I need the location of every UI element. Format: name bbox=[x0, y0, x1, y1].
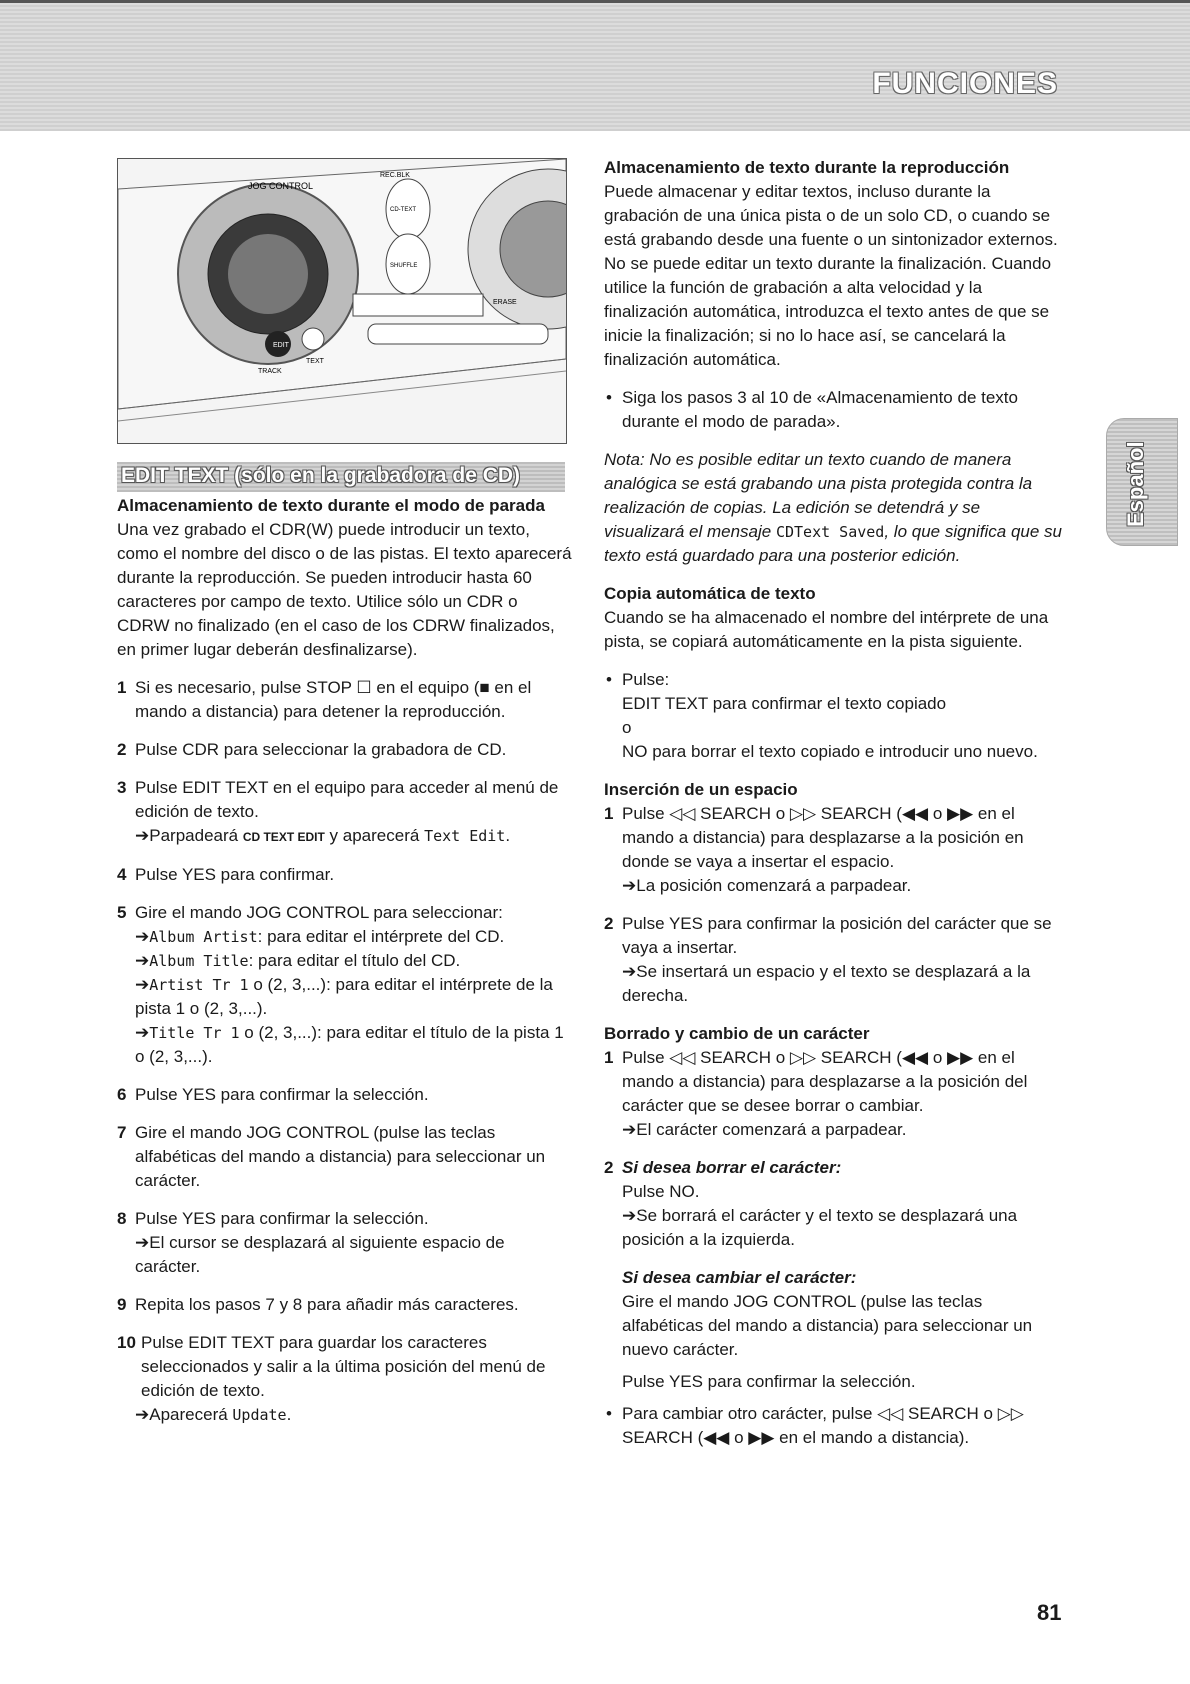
change-paragraph: Gire el mando JOG CONTROL (pulse las teclas alfabéticas del mando a distancia) para seleccionar un nuevo carácter. bbox=[622, 1292, 1033, 1359]
step-2: 2 Pulse CDR para seleccionar la grabadora de CD. bbox=[117, 740, 507, 759]
right-column bbox=[604, 156, 1064, 1450]
step-5-option-b: ➔Album Title: para editar el título del CD. bbox=[135, 951, 461, 970]
step-3-result: ➔Parpadeará CD TEXT EDIT y aparecerá Text Edit. bbox=[135, 826, 511, 845]
copy-option-or: o bbox=[622, 718, 632, 737]
step-5: 5 Gire el mando JOG CONTROL para seleccionar: bbox=[117, 903, 503, 922]
erase-label: ERASE bbox=[493, 299, 517, 306]
edit-label: EDIT bbox=[273, 342, 289, 349]
cd-text-label: CD-TEXT bbox=[390, 207, 416, 213]
text-button bbox=[302, 328, 324, 350]
heading-auto-copy: Copia automática de texto bbox=[604, 584, 816, 603]
insert-step-2: 2 Pulse YES para confirmar la posición del carácter que se vaya a insertar. bbox=[604, 914, 1052, 957]
heading-delete-change: Borrado y cambio de un carácter bbox=[604, 1024, 870, 1043]
copy-bullet: • Pulse: bbox=[604, 668, 1064, 692]
track-label: TRACK bbox=[258, 368, 282, 375]
step-6: 6 Pulse YES para confirmar la selección. bbox=[117, 1085, 429, 1104]
device-illustration bbox=[117, 158, 567, 444]
insert-step-1: 1 Pulse ◁◁ SEARCH o ▷▷ SEARCH (◀◀ o ▶▶ en el mando a distancia) para desplazarse a la posición en donde se vaya a insertar el espacio. bbox=[604, 804, 1024, 871]
shuffle-label: SHUFFLE bbox=[390, 263, 418, 269]
insert-step-2-result: ➔Se insertará un espacio y el texto se desplazará a la derecha. bbox=[622, 962, 1031, 1005]
play-paragraph: Puede almacenar y editar textos, incluso durante la grabación de una única pista o de un solo CD, o cuando se está grabando desde una fuente o un sintonizador externos. No se puede editar un texto durante la finalización. Cuando utilice la función de grabación a alta velocidad y la finalización automática, introduzca el texto antes de que se inicie la finalización; si no lo hace así, se cancelará la finalización automática. bbox=[604, 182, 1058, 369]
step-5-option-a: ➔Album Artist: para editar el intérprete del CD. bbox=[135, 927, 505, 946]
play-bullet: • Siga los pasos 3 al 10 de «Almacenamiento de texto durante el modo de parada». bbox=[604, 386, 1064, 434]
step-5-option-d: ➔Title Tr 1 o (2, 3,...): para editar el título de la pista 1 o (2, 3,...). bbox=[135, 1023, 564, 1066]
change-bullet: • Para cambiar otro carácter, pulse ◁◁ SEARCH o ▷▷ SEARCH (◀◀ o ▶▶ en el mando a distancia). bbox=[604, 1402, 1064, 1450]
step-9: 9 Repita los pasos 7 y 8 para añadir más caracteres. bbox=[117, 1295, 519, 1314]
step-3: 3 Pulse EDIT TEXT en el equipo para acceder al menú de edición de texto. bbox=[117, 778, 559, 821]
delete-step-2-text: Pulse NO. bbox=[622, 1182, 700, 1201]
heading-stop-mode: Almacenamiento de texto durante el modo de parada bbox=[117, 496, 545, 515]
step-5-option-c: ➔Artist Tr 1 o (2, 3,...): para editar el intérprete de la pista 1 o (2, 3,...). bbox=[135, 975, 553, 1018]
step-10: 10 Pulse EDIT TEXT para guardar los caracteres seleccionados y salir a la última posición del menú de edición de texto. bbox=[117, 1333, 546, 1400]
section-title: EDIT TEXT (sólo en la grabadora de CD) bbox=[121, 464, 521, 487]
section-banner bbox=[117, 462, 565, 492]
change-confirm: Pulse YES para confirmar la selección. bbox=[622, 1372, 916, 1391]
jog-control-label: JOG CONTROL bbox=[248, 181, 314, 191]
page-title: FUNCIONES bbox=[872, 67, 1058, 100]
step-4: 4 Pulse YES para confirmar. bbox=[117, 865, 335, 884]
page-number: 81 bbox=[1037, 1600, 1062, 1625]
copy-option-1: EDIT TEXT para confirmar el texto copiado bbox=[622, 694, 947, 713]
insert-step-1-result: ➔La posición comenzará a parpadear. bbox=[622, 876, 912, 895]
delete-step-1: 1 Pulse ◁◁ SEARCH o ▷▷ SEARCH (◀◀ o ▶▶ en el mando a distancia) para desplazarse a la posición del carácter que se desee borrar o cambiar. bbox=[604, 1048, 1028, 1115]
step-7: 7 Gire el mando JOG CONTROL (pulse las teclas alfabéticas del mando a distancia) para seleccionar un carácter. bbox=[117, 1123, 546, 1190]
heading-change-char: Si desea cambiar el carácter: bbox=[622, 1268, 857, 1287]
copy-option-2: NO para borrar el texto copiado e introducir uno nuevo. bbox=[622, 742, 1038, 761]
copy-paragraph: Cuando se ha almacenado el nombre del intérprete de una pista, se copiará automáticamente en la pista siguiente. bbox=[604, 608, 1049, 651]
step-10-result: ➔Aparecerá Update. bbox=[135, 1405, 292, 1424]
language-tab-label: Español bbox=[1123, 441, 1148, 527]
heading-play-mode: Almacenamiento de texto durante la reproducción bbox=[604, 158, 1010, 177]
step-8: 8 Pulse YES para confirmar la selección. bbox=[117, 1209, 429, 1228]
step-1: 1 Si es necesario, pulse STOP ☐ en el equipo (■ en el mando a distancia) para detener la reproducción. bbox=[117, 678, 532, 721]
left-column bbox=[117, 494, 572, 1427]
heading-insert-space: Inserción de un espacio bbox=[604, 780, 798, 799]
language-tab bbox=[1106, 418, 1178, 546]
rec-blk-label: REC.BLK bbox=[380, 172, 410, 179]
delete-step-2-result: ➔Se borrará el carácter y el texto se desplazará una posición a la izquierda. bbox=[622, 1206, 1018, 1249]
delete-step-2: 2 Si desea borrar el carácter: bbox=[604, 1158, 842, 1177]
note-paragraph: Nota: No es posible editar un texto cuando de manera analógica se está grabando una pista protegida contra la realización de copias. La edición se detendrá y se visualizará el mensaje CDText Saved, lo que significa que su texto está guardado para una posterior edición. bbox=[604, 450, 1063, 565]
header-banner bbox=[0, 0, 1190, 131]
delete-step-1-result: ➔El carácter comenzará a parpadear. bbox=[622, 1120, 907, 1139]
text-label: TEXT bbox=[306, 358, 324, 365]
intro-paragraph: Una vez grabado el CDR(W) puede introducir un texto, como el nombre del disco o de las pistas. El texto aparecerá durante la reproducción. Se pueden introducir hasta 60 caracteres por campo de texto. Utilice sólo un CDR o CDRW no finalizado (en el caso de los CDRW finalizados, en primer lugar deberán desfinalizarse). bbox=[117, 520, 572, 659]
step-8-result: ➔El cursor se desplazará al siguiente espacio de carácter. bbox=[135, 1233, 505, 1276]
